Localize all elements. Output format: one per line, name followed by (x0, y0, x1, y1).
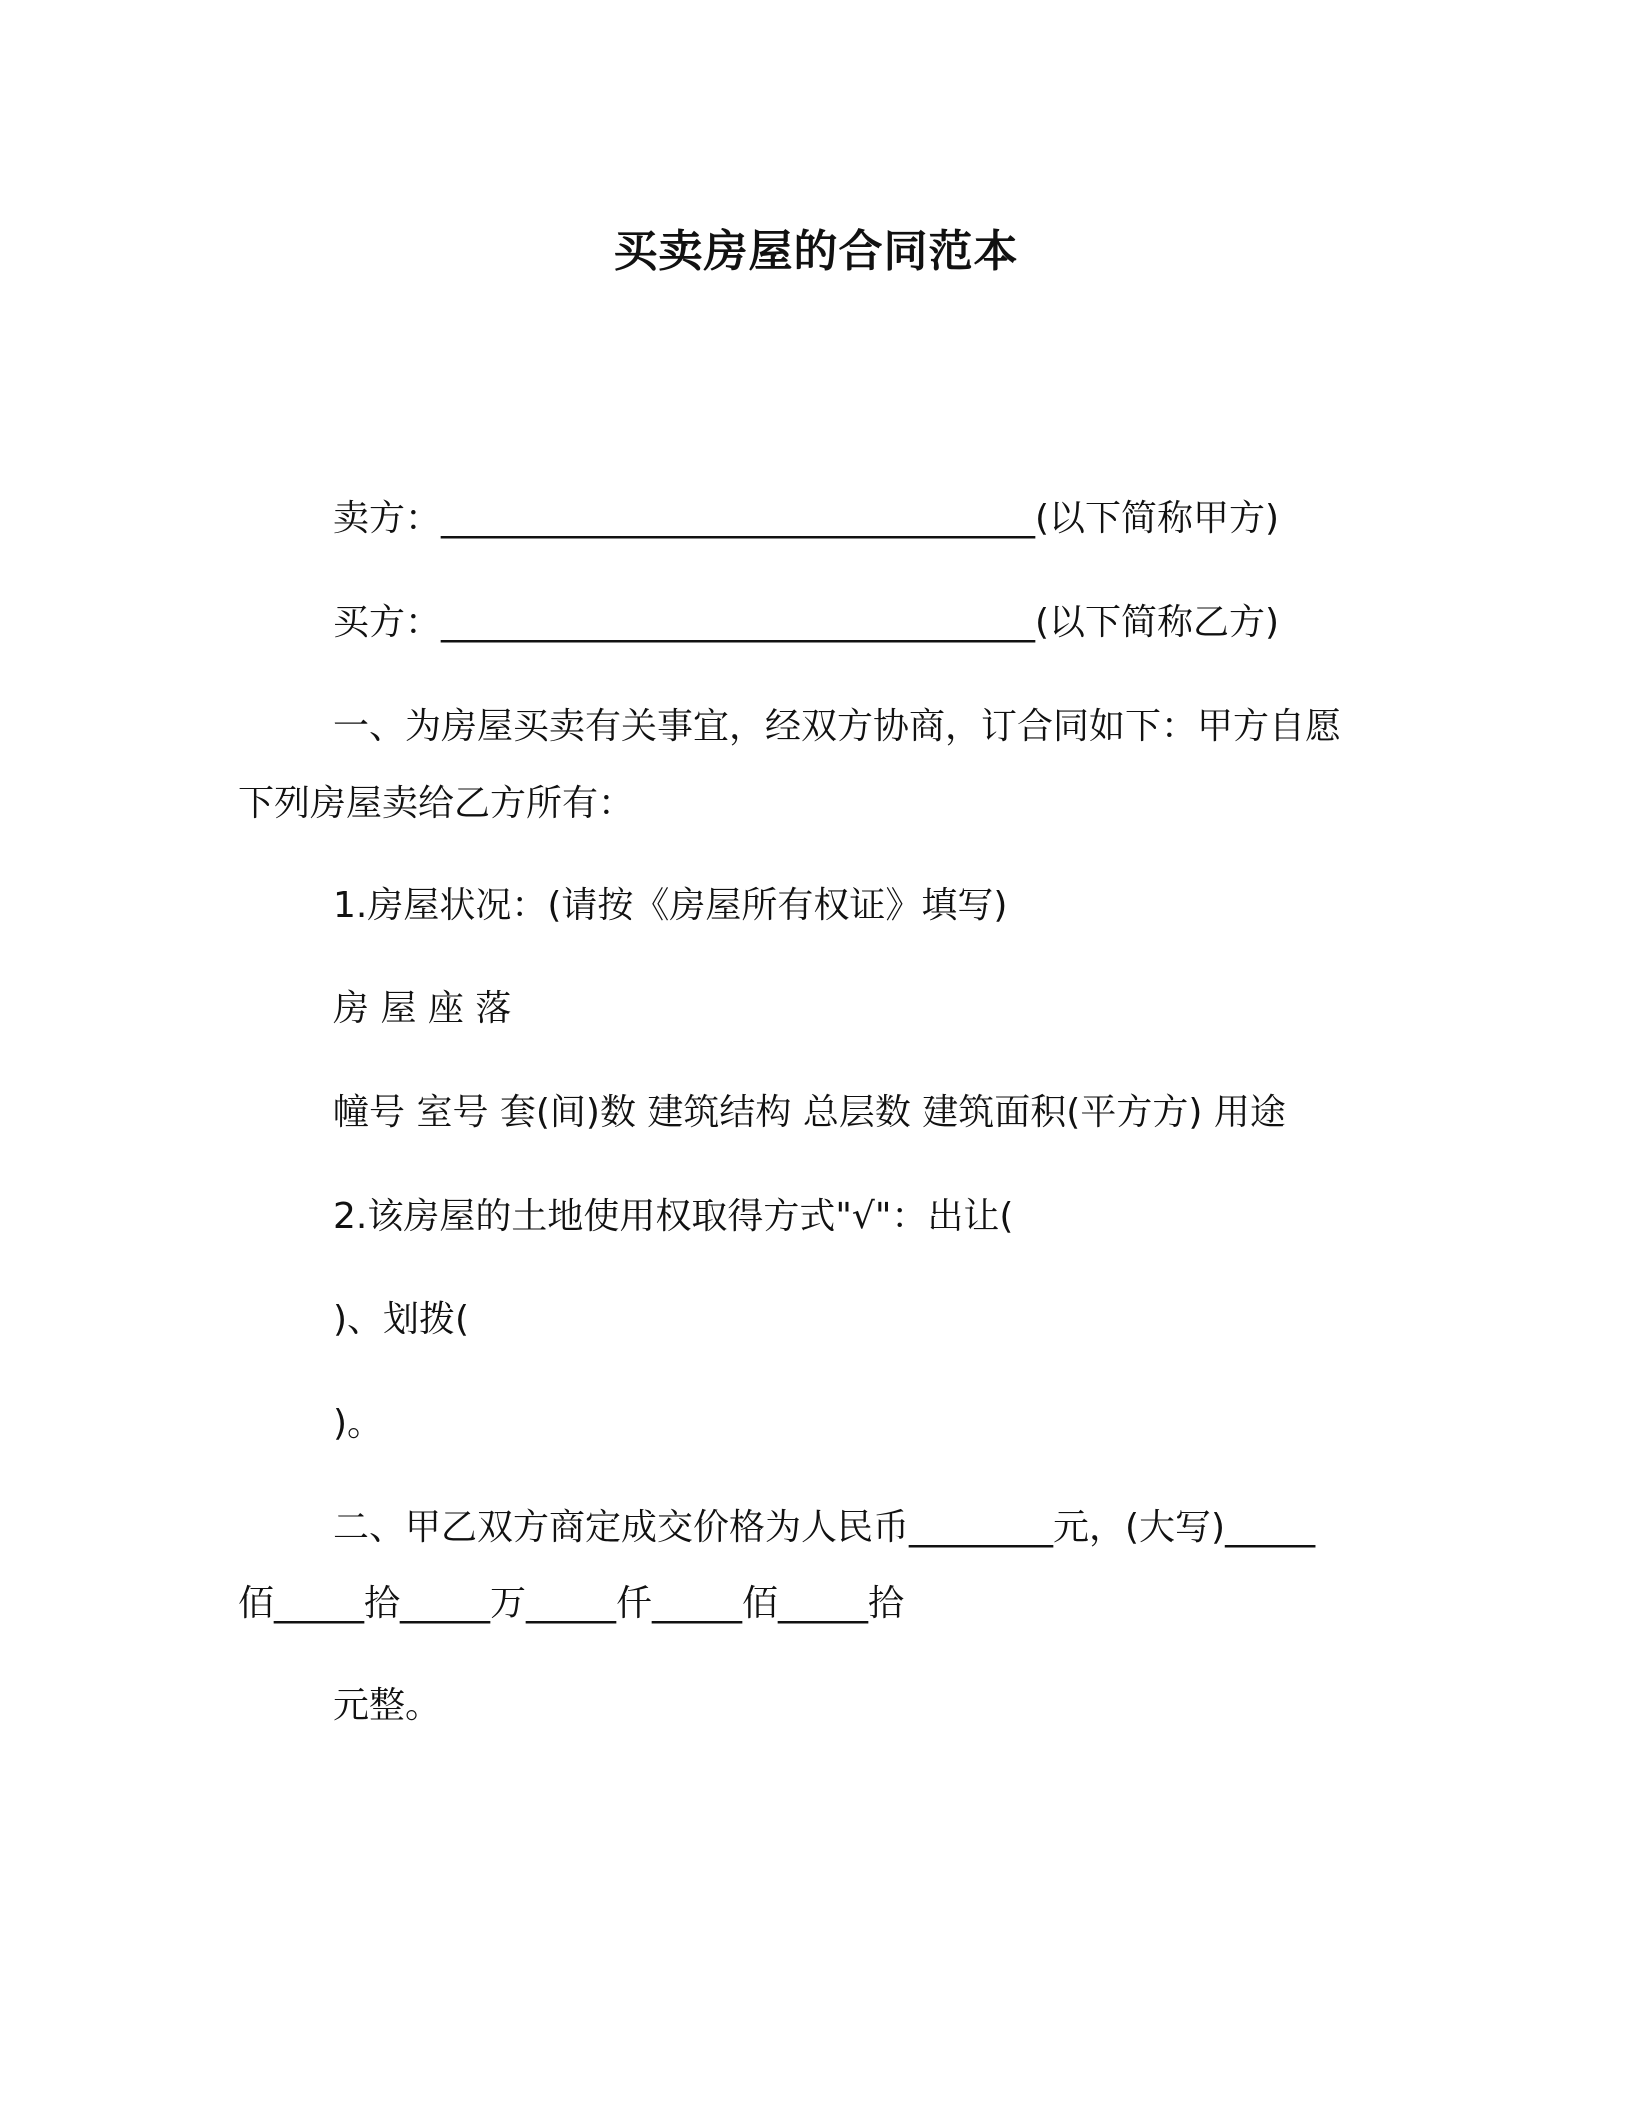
clause-1-line-2: 下列房屋卖给乙方所有： (238, 783, 635, 824)
land-use-line: 2.该房屋的土地使用权取得方式"√"：出让( (333, 1196, 1014, 1237)
clause-2-line-1: 二、甲乙双方商定成交价格为人民币________元，(大写)_____ (333, 1507, 1316, 1548)
document-title: 买卖房屋的合同范本 (613, 226, 1019, 277)
seller-line: 卖方：_________________________________(以下简称甲方) (333, 498, 1280, 539)
clause-2-line-2: 佰_____拾_____万_____仟_____佰_____拾 (238, 1583, 904, 1624)
land-use-allocation-line: )、划拨( (333, 1299, 470, 1340)
clause-1-line-1: 一、为房屋买卖有关事宜，经双方协商，订合同如下：甲方自愿 (333, 706, 1342, 747)
buyer-line: 买方：_________________________________(以下简称乙方) (333, 602, 1280, 643)
clause-2-line-3: 元整。 (333, 1685, 442, 1726)
house-fields-line: 幢号 室号 套(间)数 建筑结构 总层数 建筑面积(平方方) 用途 (333, 1092, 1286, 1133)
land-use-end-line: )。 (333, 1403, 384, 1444)
house-location-line: 房 屋 座 落 (333, 988, 512, 1029)
house-status-line: 1.房屋状况：(请按《房屋所有权证》填写) (333, 885, 1008, 926)
